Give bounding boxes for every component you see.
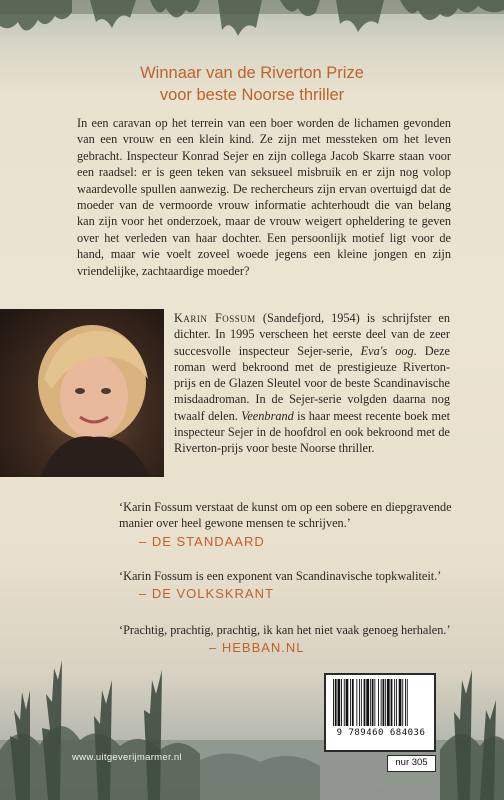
- author-portrait-image: [0, 309, 164, 477]
- synopsis-text: In een caravan op het terrein van een boer worden de lichamen gevonden van een vrouw en een klein kind. Ze zijn met messteken om het leven gebracht. Inspecteur Konrad Sejer en zijn collega Jacob Skarre staan voor een raadsel: er is geen teken van seksueel misbruik en er zijn nog volop waardevolle spullen aanwezig. De rechercheurs zijn ervan overtuigd dat de moeder van de vermoorde vrouw informatie achterhoudt die van belang kan zijn voor het onderzoek, maar de vrouw weigert opheldering te geven over het verleden van haar dochter. Een persoonlijk motief ligt voor de hand, maar wie voelt zoveel woede jegens een kleine jongen en zijn vriendelijke, zachtaardige moeder?: [77, 116, 451, 278]
- barcode: [324, 673, 436, 752]
- quote-source: – HEBBAN.NL: [209, 640, 305, 656]
- quote-source: – DE VOLKSKRANT: [139, 586, 274, 602]
- book-title-veenbrand: Veenbrand: [241, 408, 294, 423]
- barcode-bars: [331, 679, 431, 726]
- author-bio: [174, 310, 450, 457]
- prize-line-1: Winnaar van de Riverton Prize: [140, 64, 364, 82]
- review-quote: [119, 499, 459, 550]
- bio-text-3: is haar meest recente boek met inspecteur Sejer in de hoofdrol en ook bekroond met de Riverton-prijs voor beste Noorse thriller.: [174, 408, 450, 456]
- review-quote: [119, 622, 459, 657]
- quote-text: ‘Prachtig, prachtig, prachtig, ik kan het niet vaak genoeg herhalen.’: [119, 623, 451, 637]
- nur-code: nur 305: [387, 755, 436, 772]
- publisher-website: www.uitgeverijmarmer.nl: [72, 752, 182, 763]
- isbn-number: 9 789460 684036: [336, 728, 426, 738]
- prize-banner: [0, 62, 504, 106]
- quote-text: ‘Karin Fossum is een exponent van Scandinavische topkwaliteit.’: [119, 569, 442, 583]
- forest-top-image: [0, 0, 504, 60]
- prize-line-2: voor beste Noorse thriller: [159, 86, 345, 104]
- bio-text-2: . Deze roman werd bekroond met de prestigieuze Riverton-prijs en de Glazen Sleutel voor de beste Scandinavische misdaadroman. In de Sejer-serie volgden daarna nog twaalf delen.: [174, 343, 450, 423]
- quote-text: ‘Karin Fossum verstaat de kunst om op een sobere en diepgravende manier over heel gewone mensen te schrijven.’: [119, 500, 452, 531]
- review-quote: [119, 568, 459, 603]
- bio-text-1: (Sandefjord, 1954) is schrijfster en dichter. In 1995 verscheen het eerste deel van de zeer succesvolle inspecteur Sejer-serie,: [174, 311, 450, 358]
- synopsis: [77, 115, 451, 279]
- author-photo: [0, 309, 164, 477]
- author-name: Karin Fossum: [174, 311, 256, 325]
- book-title-eva: Eva's oog: [360, 343, 414, 358]
- quote-source: – DE STANDAARD: [139, 533, 265, 549]
